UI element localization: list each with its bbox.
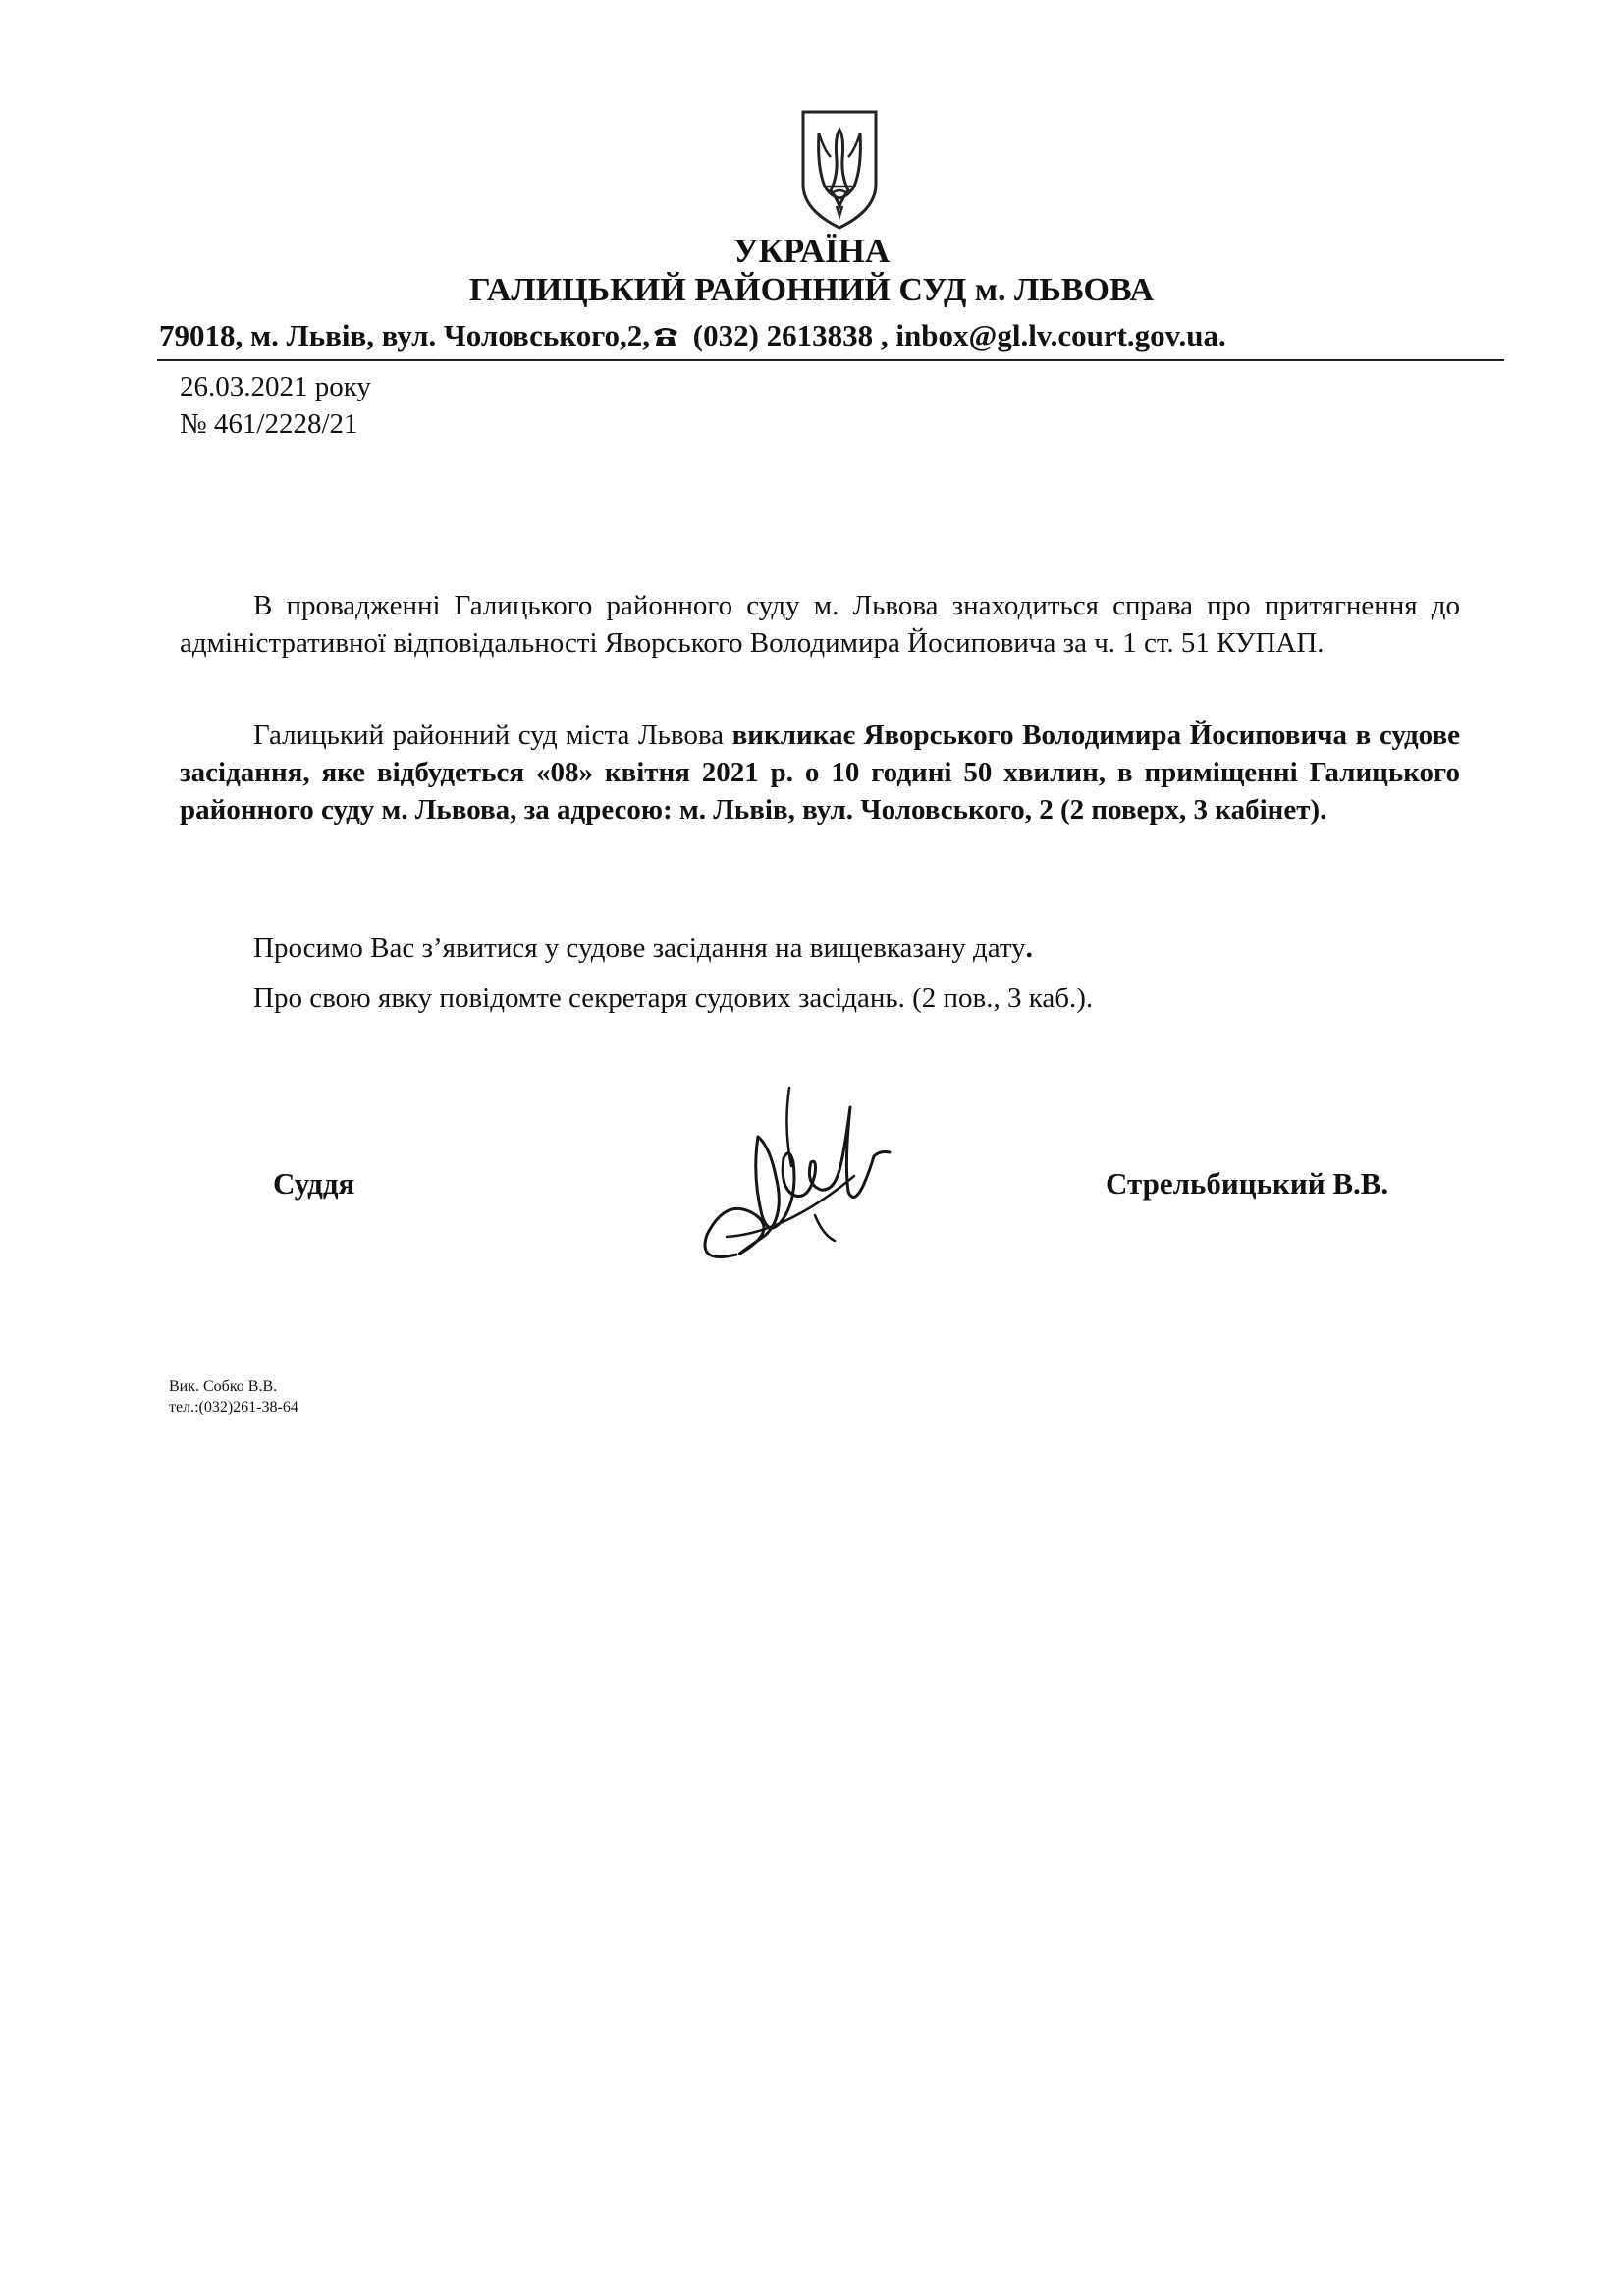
paragraph-request: [180, 930, 1460, 967]
paragraph-proceedings: В провадженні Галицького районного суду м. Львова знаходиться справа про притягнення до адміністративної відповідальності Яворського Володимира Йосиповича за ч. 1 ст. 51 КУПАП.: [180, 590, 1460, 659]
case-number: № 461/2228/21: [180, 408, 358, 440]
document-date: 26.03.2021 року: [180, 371, 371, 402]
executor-name: Вик. Собко В.В.: [169, 1378, 278, 1395]
paragraph-notice: Про свою явку повідомте секретаря судових засідань. (2 пов., 3 каб.).: [253, 983, 1094, 1014]
address-main: 79018, м. Львів, вул. Чоловського,2,: [159, 318, 650, 352]
court-name: ГАЛИЦЬКИЙ РАЙОННИЙ СУД м. ЛЬВОВА: [468, 272, 1155, 308]
summons-text-plain: Галицький районний суд міста Львова: [253, 720, 732, 751]
header-divider: [157, 359, 1504, 361]
judge-name: Стрельбицький В.В.: [1106, 1166, 1389, 1201]
country-title: УКРАЇНА: [732, 232, 891, 270]
address-contacts: (032) 2613838 , inbox@gl.lv.court.gov.ua.: [685, 318, 1226, 352]
court-address: [159, 316, 1504, 355]
executor-phone: тел.:(032)261-38-64: [169, 1399, 298, 1415]
trident-emblem-icon: [797, 108, 882, 232]
request-period: .: [1025, 933, 1033, 964]
handwritten-signature-icon: [668, 1068, 903, 1284]
summons-text-bold: викликає Яворського Володимира Йосиповича в судове засідання, яке відбудеться «08» квітня 2021 р. о 10 годині 50 хвилин, в приміщенні Галицького районного суду м. Львова, за адресою: м. Львів, вул. Чоловського, 2 (2 поверх, 3 кабінет).: [180, 720, 1460, 826]
judge-role: Суддя: [273, 1166, 355, 1201]
telephone-icon: [652, 318, 679, 342]
paragraph-summons: [180, 717, 1460, 828]
request-text: Просимо Вас з’явитися у судове засідання на вищевказану дату: [253, 933, 1026, 964]
